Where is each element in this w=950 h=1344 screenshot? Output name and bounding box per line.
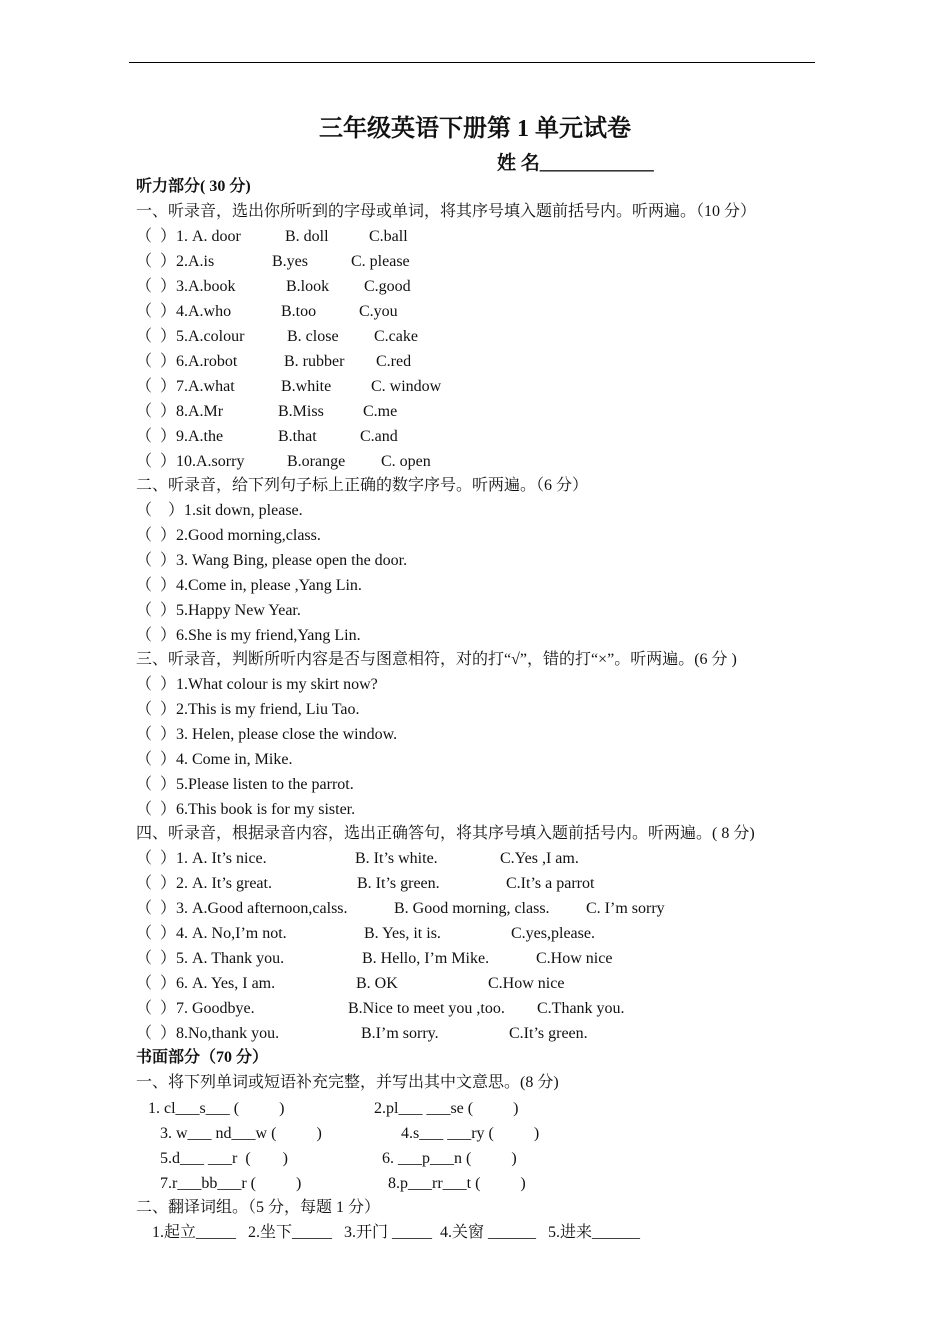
fill-in-word: 3. w___ nd___w ( ) bbox=[160, 1125, 322, 1142]
name-field-label: 姓 名____________ bbox=[497, 153, 654, 174]
question-item: （ ）1. A. door bbox=[136, 228, 241, 245]
question-item: （ ）4. A. No,I’m not. bbox=[136, 925, 287, 942]
question-item: （ ）2. A. It’s great. bbox=[136, 875, 272, 892]
question-item: （ ）4.Come in, please ,Yang Lin. bbox=[136, 577, 362, 594]
question-item: （ ）5.Happy New Year. bbox=[136, 602, 301, 619]
option-b: B. It’s white. bbox=[355, 850, 438, 867]
option-b: B. rubber bbox=[284, 353, 345, 370]
fill-in-word: 1. cl___s___ ( ) bbox=[148, 1100, 285, 1117]
option-c: C.you bbox=[359, 303, 398, 320]
option-b: B. Yes, it is. bbox=[364, 925, 441, 942]
option-b: B.Miss bbox=[278, 403, 324, 420]
question-item: （ ）2.Good morning,class. bbox=[136, 527, 321, 544]
option-b: B.too bbox=[281, 303, 317, 320]
option-c: C. window bbox=[371, 378, 442, 395]
question-item: （ ）3. A.Good afternoon,calss. bbox=[136, 900, 348, 917]
question-item: （ ）6.A.robot bbox=[136, 353, 238, 370]
option-c: C. open bbox=[381, 453, 431, 470]
question-item: （ ）5.A.colour bbox=[136, 328, 245, 345]
option-b: B.white bbox=[281, 378, 332, 395]
option-b: B. OK bbox=[356, 975, 398, 992]
option-c: C.ball bbox=[369, 228, 408, 245]
option-b: B.orange bbox=[287, 453, 346, 470]
option-b: B. Hello, I’m Mike. bbox=[362, 950, 490, 967]
fill-in-word: 7.r___bb___r ( ) bbox=[160, 1175, 302, 1192]
option-c: C.How nice bbox=[488, 975, 565, 992]
option-b: B.Nice to meet you ,too. bbox=[348, 1000, 505, 1017]
question-item: （ ）6.This book is for my sister. bbox=[136, 801, 356, 818]
page-title: 三年级英语下册第 1 单元试卷 bbox=[319, 116, 631, 142]
listening-section-4-heading: 四、听录音，根据录音内容，选出正确答句，将其序号填入题前括号内。听两遍。( 8 分) bbox=[136, 825, 755, 842]
option-c: C.cake bbox=[374, 328, 418, 345]
fill-in-word: 5.d___ ___r ( ) bbox=[160, 1150, 288, 1167]
fill-in-word: 6. ___p___n ( ) bbox=[382, 1150, 517, 1167]
question-item: （ ）7.A.what bbox=[136, 378, 235, 395]
question-item: （ ）8.No,thank you. bbox=[136, 1025, 280, 1042]
listening-section-2-heading: 二、听录音，给下列句子标上正确的数字序号。听两遍。（6 分） bbox=[136, 477, 589, 494]
listening-section-1-heading: 一、听录音，选出你所听到的字母或单词，将其序号填入题前括号内。听两遍。（10 分） bbox=[136, 203, 757, 220]
option-b: B. doll bbox=[285, 228, 329, 245]
option-c: C.It’s green. bbox=[509, 1025, 588, 1042]
listening-heading: 听力部分( 30 分) bbox=[136, 178, 251, 195]
option-b: B.look bbox=[286, 278, 330, 295]
option-c: C.Yes ,I am. bbox=[500, 850, 579, 867]
option-c: C.Thank you. bbox=[537, 1000, 625, 1017]
question-item: （ ）10.A.sorry bbox=[136, 453, 245, 470]
writing-heading: 书面部分（70 分） bbox=[136, 1049, 269, 1066]
option-c: C. please bbox=[351, 253, 410, 270]
option-c: C.red bbox=[376, 353, 412, 370]
top-rule bbox=[129, 62, 815, 63]
question-item: （ ）1. A. It’s nice. bbox=[136, 850, 267, 867]
option-b: B.I’m sorry. bbox=[361, 1025, 439, 1042]
option-b: B.yes bbox=[272, 253, 308, 270]
translation-line: 1.起立_____ 2.坐下_____ 3.开门 _____ 4.关窗 ______ 5.进来______ bbox=[152, 1224, 641, 1241]
question-item: （ ）5. A. Thank you. bbox=[136, 950, 285, 967]
option-c: C.me bbox=[363, 403, 398, 420]
option-b: B.that bbox=[278, 428, 317, 445]
question-item: （ ）3. Helen, please close the window. bbox=[136, 726, 398, 743]
question-item: （ ）4.A.who bbox=[136, 303, 232, 320]
question-item: （ ）7. Goodbye. bbox=[136, 1000, 255, 1017]
question-item: （ ）6. A. Yes, I am. bbox=[136, 975, 276, 992]
question-item: （ ）6.She is my friend,Yang Lin. bbox=[136, 627, 361, 644]
writing-section-2-heading: 二、翻译词组。（5 分，每题 1 分） bbox=[136, 1199, 381, 1216]
fill-in-word: 8.p___rr___t ( ) bbox=[388, 1175, 526, 1192]
option-c: C.It’s a parrot bbox=[506, 875, 595, 892]
question-item: （ ）5.Please listen to the parrot. bbox=[136, 776, 354, 793]
question-item: （ ）9.A.the bbox=[136, 428, 224, 445]
fill-in-word: 2.pl___ ___se ( ) bbox=[374, 1100, 519, 1117]
listening-section-3-heading: 三、听录音，判断所听内容是否与图意相符，对的打“√”，错的打“×”。听两遍。(6 分 ) bbox=[136, 651, 737, 668]
writing-section-1-heading: 一、将下列单词或短语补充完整，并写出其中文意思。(8 分) bbox=[136, 1074, 559, 1091]
question-item: （ ）3. Wang Bing, please open the door. bbox=[136, 552, 408, 569]
option-b: B. Good morning, class. bbox=[394, 900, 550, 917]
option-c: C.good bbox=[364, 278, 411, 295]
fill-in-word: 4.s___ ___ry ( ) bbox=[401, 1125, 540, 1142]
question-item: （ ）2.A.is bbox=[136, 253, 215, 270]
option-c: C.How nice bbox=[536, 950, 613, 967]
question-item: （ ）2.This is my friend, Liu Tao. bbox=[136, 701, 360, 718]
question-item: （ ）1.sit down, please. bbox=[136, 502, 303, 519]
question-item: （ ）4. Come in, Mike. bbox=[136, 751, 293, 768]
option-c: C.and bbox=[360, 428, 398, 445]
question-item: （ ）8.A.Mr bbox=[136, 403, 224, 420]
option-c: C.yes,please. bbox=[511, 925, 595, 942]
option-b: B. close bbox=[287, 328, 339, 345]
question-item: （ ）1.What colour is my skirt now? bbox=[136, 676, 378, 693]
option-b: B. It’s green. bbox=[357, 875, 440, 892]
question-item: （ ）3.A.book bbox=[136, 278, 236, 295]
option-c: C. I’m sorry bbox=[586, 900, 665, 917]
